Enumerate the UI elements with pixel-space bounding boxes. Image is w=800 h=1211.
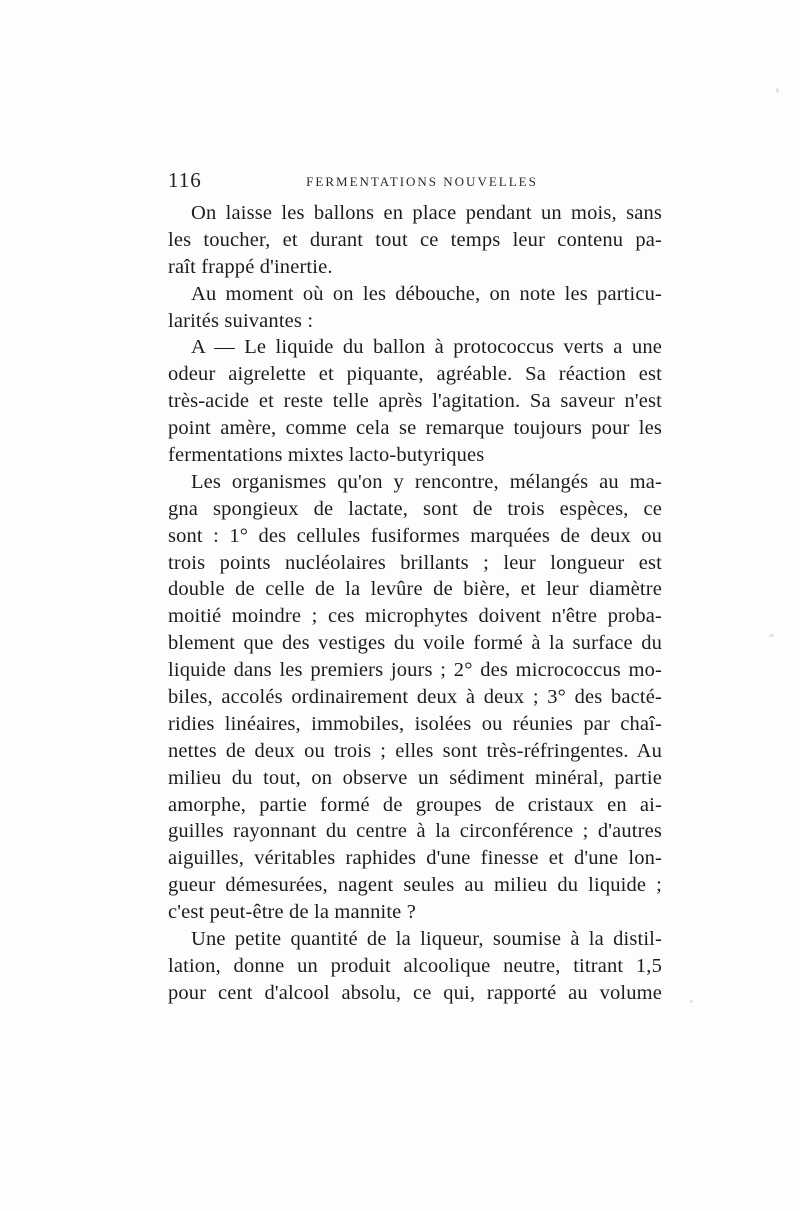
- paper-speck: [776, 88, 779, 93]
- text-line: ridies linéaires, immobiles, isolées ou réunies par chaî-: [168, 712, 662, 735]
- text-line: pour cent d'alcool absolu, ce qui, rapporté au volume: [168, 981, 662, 1004]
- text-line: gueur démesurées, nagent seules au milieu du liquide ;: [168, 874, 662, 897]
- text-line: aiguilles, véritables raphides d'une finesse et d'une lon-: [168, 847, 662, 870]
- text-line: blement que des vestiges du voile formé à la surface du: [168, 632, 662, 655]
- text-line: moitié moindre ; ces microphytes doivent n'être proba-: [168, 605, 662, 628]
- text-line: raît frappé d'inertie.: [168, 255, 333, 278]
- text-line: Au moment où on les débouche, on note les particu-: [191, 282, 662, 305]
- text-line: très-acide et reste telle après l'agitation. Sa saveur n'est: [168, 390, 662, 413]
- text-line: larités suivantes :: [168, 309, 314, 332]
- text-line: c'est peut-être de la mannite ?: [168, 901, 416, 924]
- text-line: double de celle de la levûre de bière, et leur diamètre: [168, 578, 662, 601]
- text-line: nettes de deux ou trois ; elles sont très-réfringentes. Au: [168, 739, 662, 762]
- text-line: A — Le liquide du ballon à protococcus verts a une: [191, 336, 662, 359]
- text-line: point amère, comme cela se remarque toujours pour les: [168, 417, 662, 440]
- text-line: les toucher, et durant tout ce temps leur contenu pa-: [168, 228, 662, 251]
- text-line: Les organismes qu'on y rencontre, mélangés au ma-: [191, 470, 662, 493]
- text-line: biles, accolés ordinairement deux à deux ; 3° des bacté-: [168, 686, 662, 709]
- running-title: FERMENTATIONS NOUVELLES: [306, 174, 538, 189]
- text-line: liquide dans les premiers jours ; 2° des micrococcus mo-: [168, 659, 662, 682]
- text-line: amorphe, partie formé de groupes de cristaux en ai-: [168, 793, 662, 816]
- body-text: [168, 200, 662, 1007]
- text-line: milieu du tout, on observe un sédiment minéral, partie: [168, 766, 662, 789]
- text-line: odeur aigrelette et piquante, agréable. Sa réaction est: [168, 363, 662, 386]
- text-line: Une petite quantité de la liqueur, soumise à la distil-: [191, 928, 662, 951]
- text-line: guilles rayonnant du centre à la circonférence ; d'autres: [168, 820, 662, 843]
- paper-speck: [769, 634, 774, 637]
- text-line: trois points nucléolaires brillants ; leur longueur est: [168, 551, 662, 574]
- text-line: On laisse les ballons en place pendant un mois, sans: [191, 202, 662, 224]
- text-line: fermentations mixtes lacto-butyriques: [168, 444, 485, 467]
- text-line: gna spongieux de lactate, sont de trois espèces, ce: [168, 497, 662, 520]
- page-header: [168, 168, 662, 194]
- text-line: lation, donne un produit alcoolique neutre, titrant 1,5: [168, 954, 662, 977]
- paper-speck: [690, 1000, 693, 1003]
- text-line: sont : 1° des cellules fusiformes marquées de deux ou: [168, 524, 662, 547]
- page-number: 116: [168, 168, 202, 192]
